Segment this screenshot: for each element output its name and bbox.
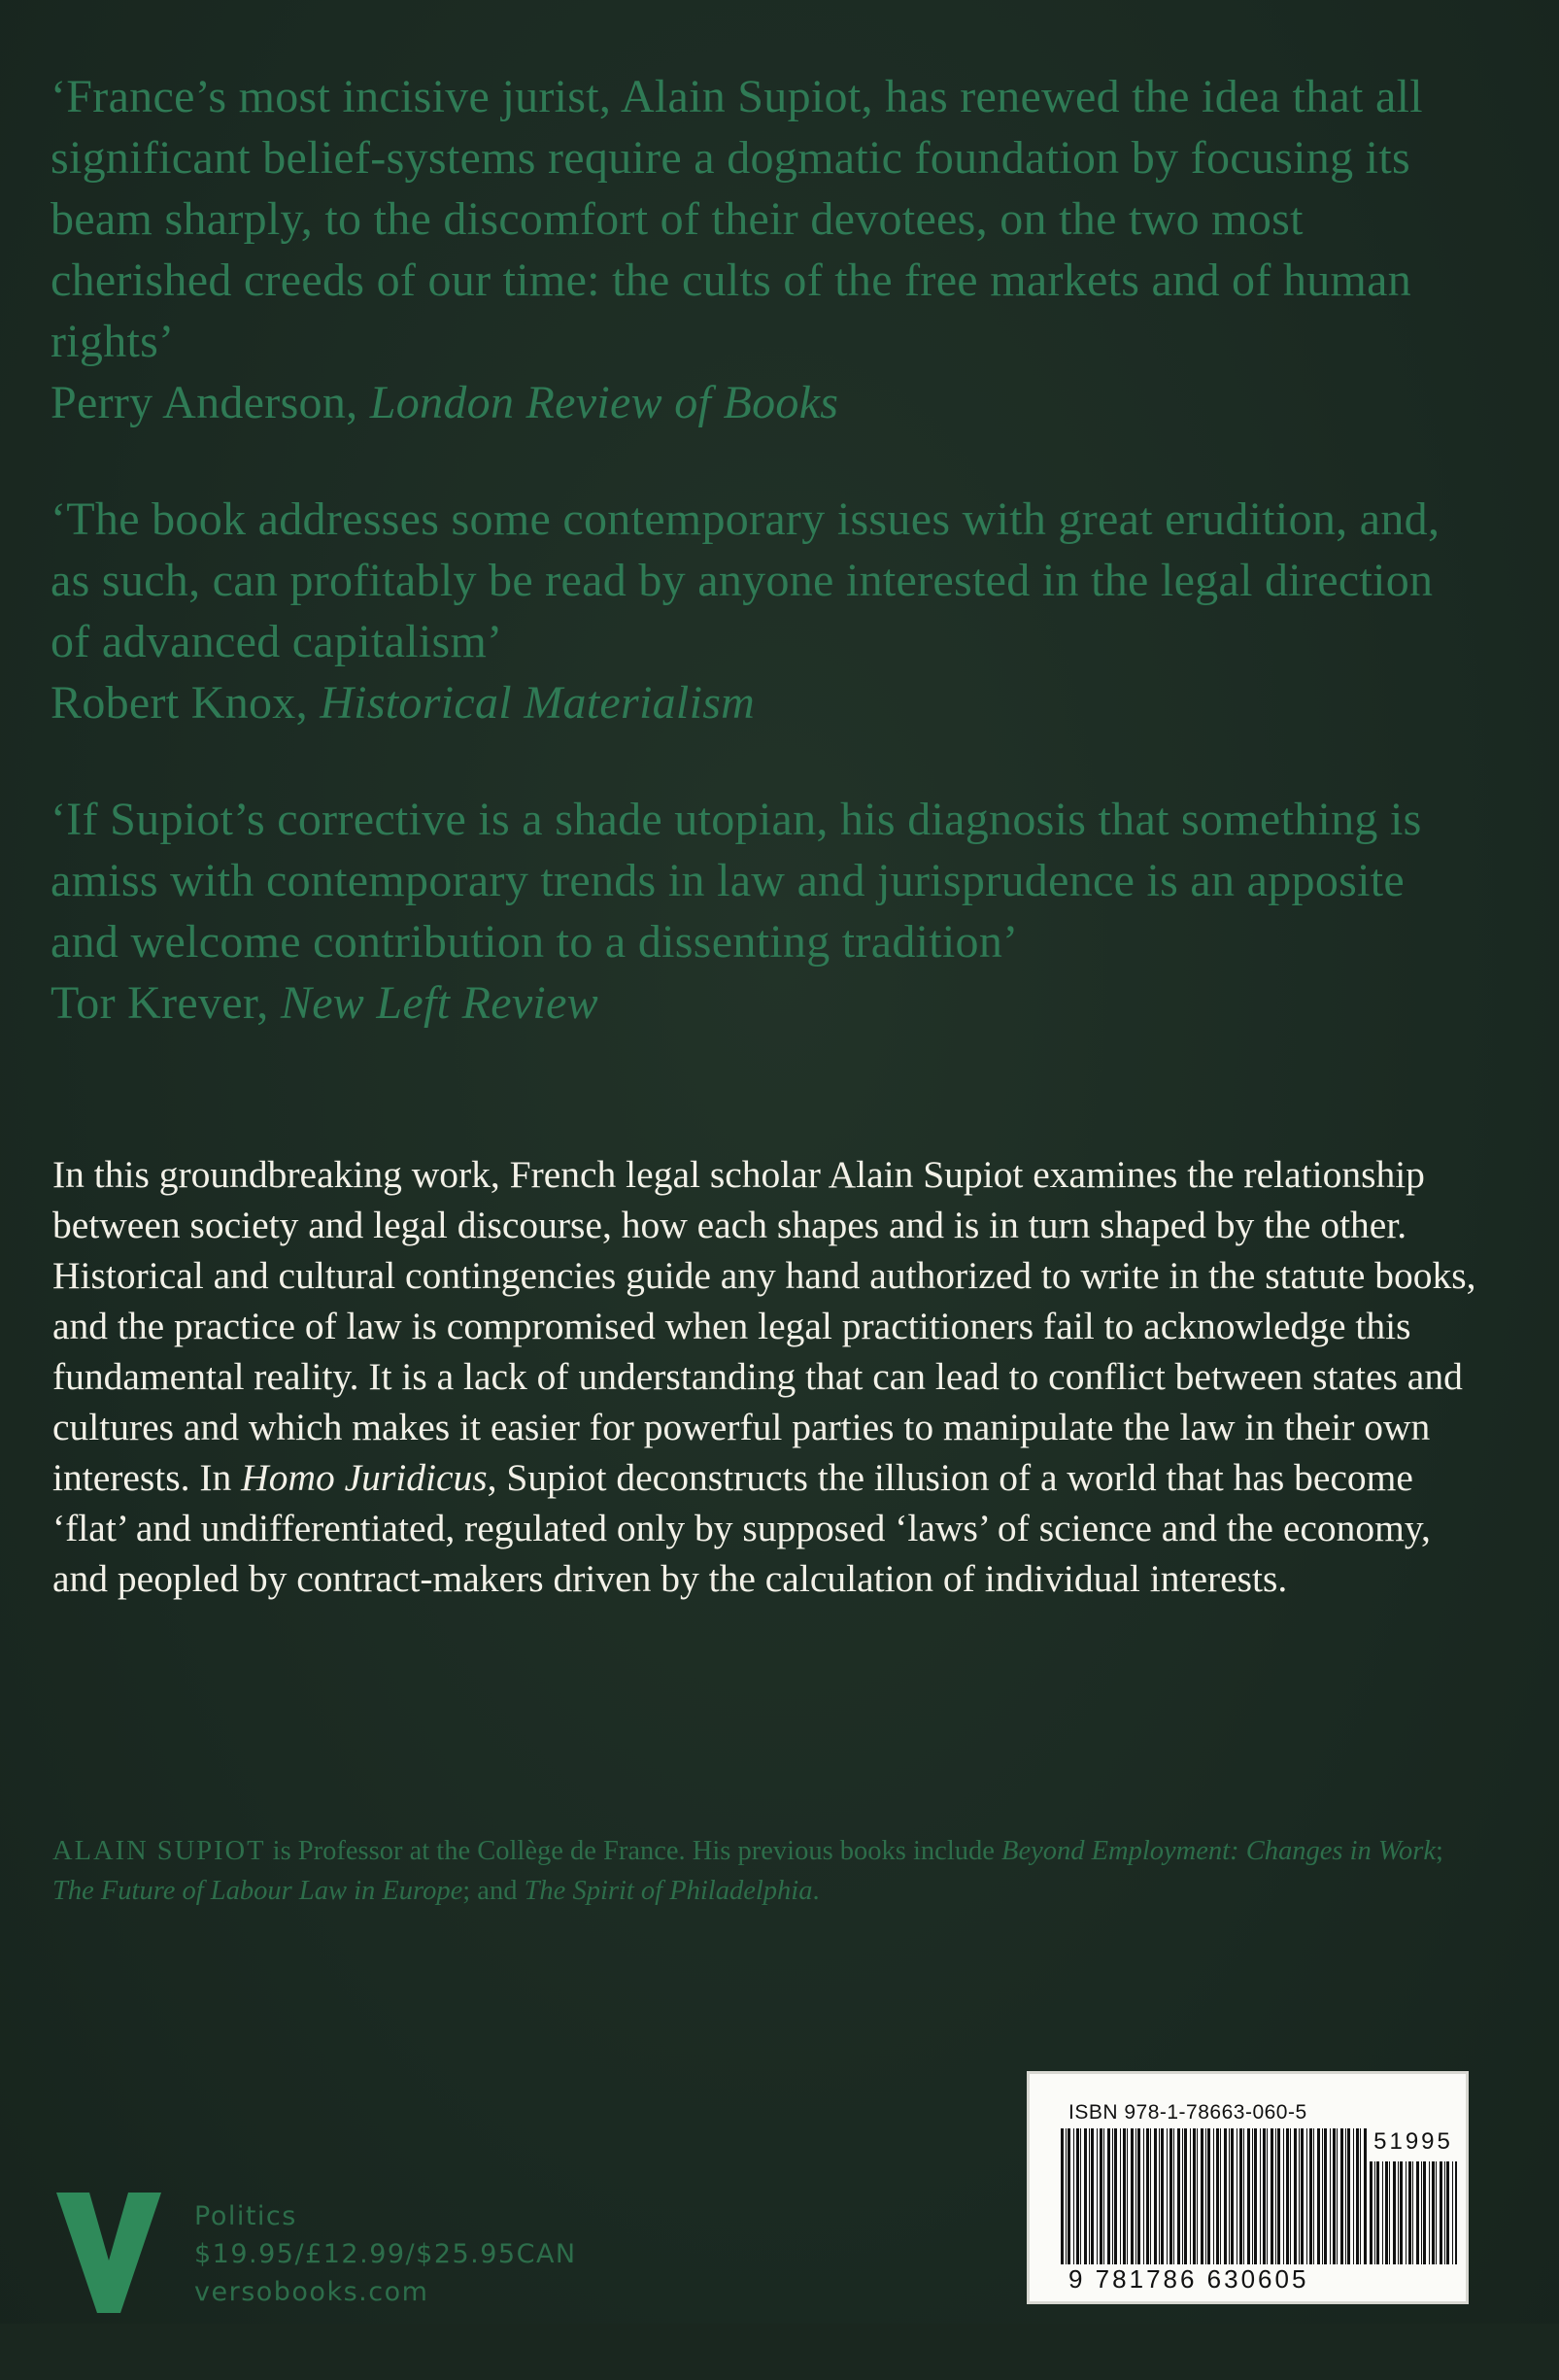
- author-bio: [52, 1831, 1471, 1911]
- verso-logo-icon: [56, 2193, 161, 2313]
- ean-digits: 9 781786 630605: [1068, 2264, 1309, 2294]
- quote-attribution: [51, 972, 1459, 1034]
- quote-author: Tor Krever,: [51, 977, 269, 1029]
- previous-book-1: Beyond Employment: Changes in Work: [1001, 1836, 1436, 1866]
- bio-end: .: [812, 1876, 820, 1906]
- cover-bottom-edge: [0, 2324, 1559, 2380]
- quote-text: ‘The book addresses some contemporary issues with great erudition, and, as such, can profitably be read by anyone interested in the legal direction of advanced capitalism’: [51, 493, 1440, 667]
- author-name: ALAIN SUPIOT: [52, 1836, 266, 1866]
- isbn-label: ISBN 978-1-78663-060-5: [1068, 2101, 1307, 2124]
- book-title: Homo Juridicus: [241, 1456, 488, 1499]
- publisher-info: [194, 2197, 577, 2311]
- bio-separator: ; and: [462, 1876, 525, 1906]
- quote-attribution: [51, 372, 1459, 433]
- review-quote-1: [51, 66, 1459, 433]
- category-label: Politics: [194, 2201, 297, 2231]
- quote-text: ‘France’s most incisive jurist, Alain Supiot, has renewed the idea that all significant belief-systems require a dogmatic foundation by focusing its beam sharply, to the discomfort of their devotees, on the two most cherished creeds of our time: the cults of the free markets and of human rights’: [51, 71, 1423, 367]
- description-part-1: In this groundbreaking work, French legal scholar Alain Supiot examines the relationship between society and legal discourse, how each shapes and is in turn shaped by the other. Historical and cultural contingencies guide any hand authorized to write in the statute books, and the practice of law is compromised when legal practitioners fail to acknowledge this fundamental reality. It is a lack of understanding that can lead to conflict between states and cultures and which makes it easier for powerful parties to manipulate the law in their own interests. In: [52, 1153, 1476, 1499]
- quote-author: Perry Anderson,: [51, 377, 358, 428]
- quote-publication: Historical Materialism: [320, 677, 756, 729]
- review-quote-3: [51, 789, 1459, 1034]
- quote-publication: New Left Review: [280, 977, 598, 1029]
- review-quote-2: [51, 489, 1459, 733]
- previous-book-3: The Spirit of Philadelphia: [524, 1876, 813, 1906]
- price-label: $19.95/£12.99/$25.95CAN: [194, 2239, 577, 2269]
- quote-publication: London Review of Books: [369, 377, 839, 428]
- quote-text: ‘If Supiot’s corrective is a shade utopian, his diagnosis that something is amiss with contemporary trends in law and jurisprudence is an apposite and welcome contribution to a dissenting tradition’: [51, 794, 1422, 968]
- quote-attribution: [51, 672, 1459, 733]
- review-quotes: [51, 66, 1459, 1034]
- website-link[interactable]: versobooks.com: [194, 2277, 429, 2307]
- price-addon-digits: 51995: [1373, 2128, 1453, 2155]
- isbn-barcode: [1027, 2071, 1469, 2304]
- quote-author: Robert Knox,: [51, 677, 308, 729]
- bio-separator: ;: [1435, 1836, 1443, 1866]
- bio-text: is Professor at the Collège de France. His previous books include: [265, 1836, 1002, 1866]
- barcode-addon-bars-icon: [1370, 2161, 1457, 2264]
- description-part-2: , Supiot deconstructs the illusion of a world that has become ‘flat’ and undifferentiated, regulated only by supposed ‘laws’ of science and the economy, and peopled by contract-makers driven by the calculation of individual interests.: [52, 1456, 1431, 1600]
- book-description: [52, 1149, 1480, 1604]
- previous-book-2: The Future of Labour Law in Europe: [52, 1876, 463, 1906]
- barcode-bars-icon: [1061, 2128, 1367, 2264]
